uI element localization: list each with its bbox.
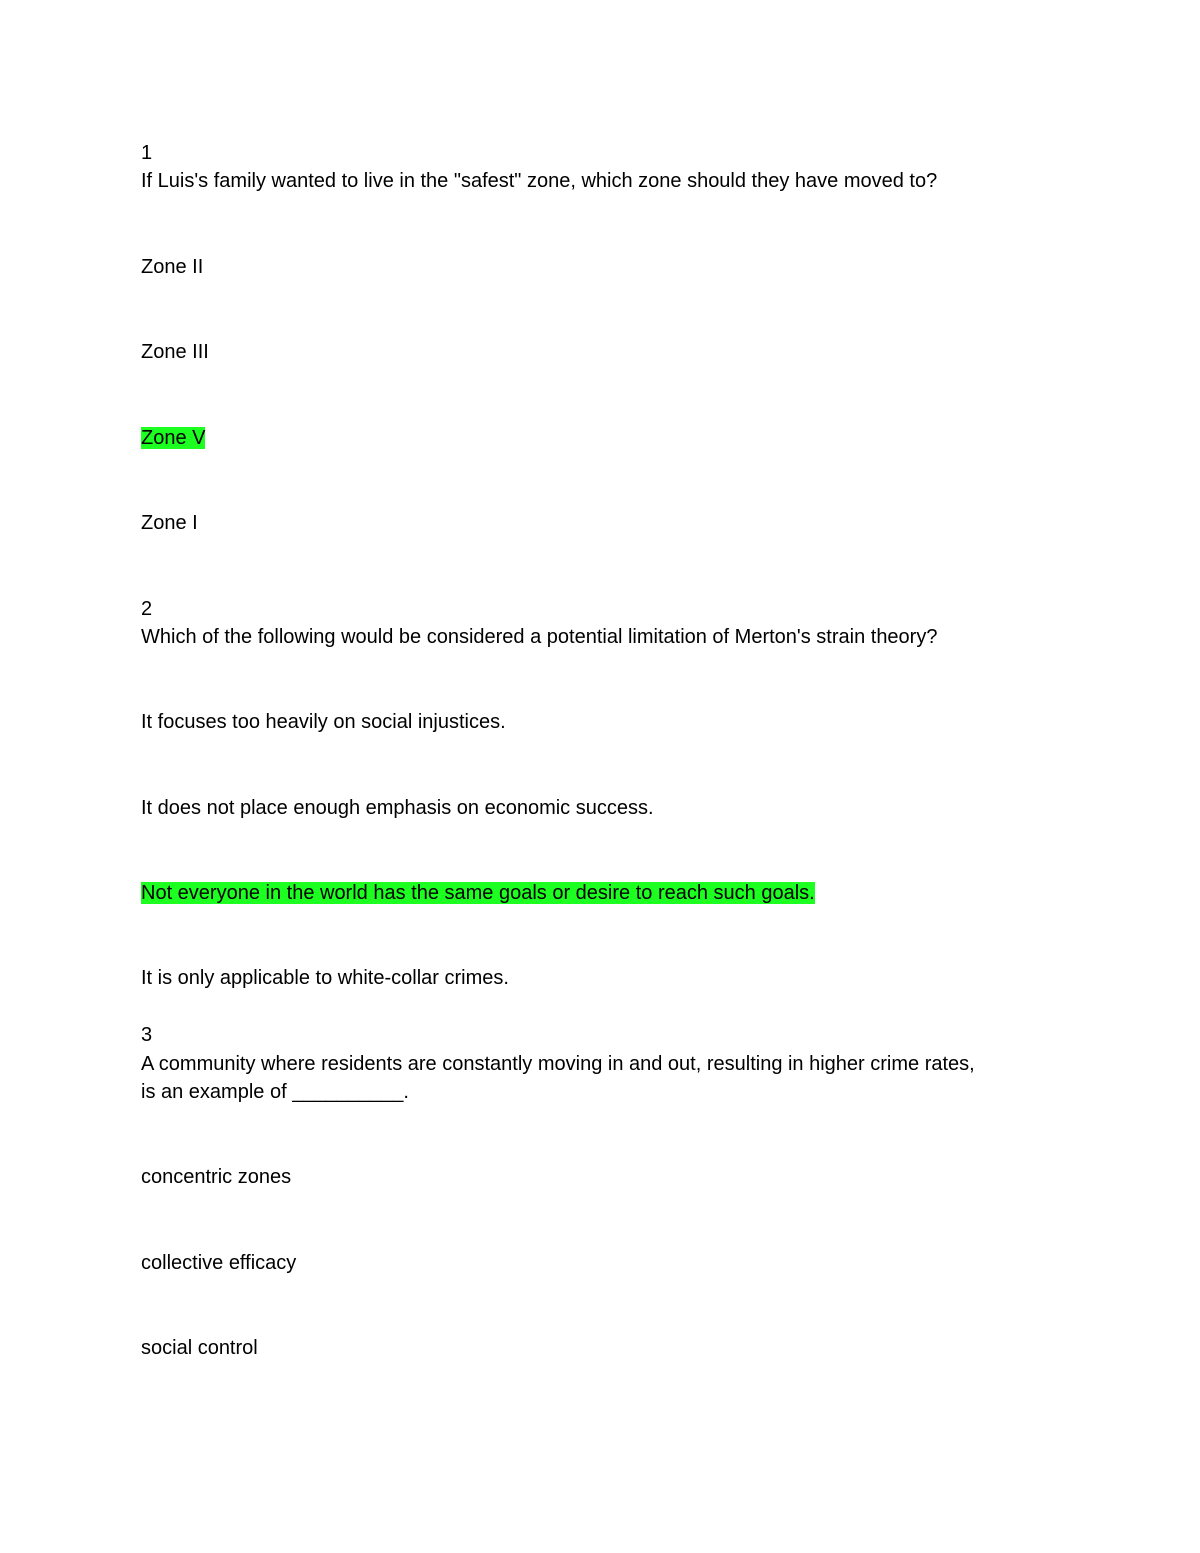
answer-option: Zone III xyxy=(141,341,209,363)
highlighted-answer: Zone V xyxy=(141,427,206,449)
answer-option: It focuses too heavily on social injustices. xyxy=(141,711,506,733)
answer-option: It does not place enough emphasis on economic success. xyxy=(141,797,654,819)
answer-option: collective efficacy xyxy=(141,1252,297,1274)
question-prompt: Which of the following would be considered a potential limitation of Merton's strain theory? xyxy=(141,626,938,648)
question-prompt: A community where residents are constantly moving in and out, resulting in higher crime rates, xyxy=(141,1053,975,1075)
answer-option-highlighted xyxy=(141,879,815,907)
question-number: 3 xyxy=(141,1024,153,1046)
answer-option: It is only applicable to white-collar crimes. xyxy=(141,967,509,989)
question-number: 2 xyxy=(141,598,153,620)
question-number: 1 xyxy=(141,142,153,164)
question-prompt: If Luis's family wanted to live in the "safest" zone, which zone should they have moved to? xyxy=(141,170,938,192)
answer-option: Zone II xyxy=(141,256,204,278)
highlighted-answer: Not everyone in the world has the same goals or desire to reach such goals. xyxy=(141,882,815,904)
answer-option: Zone I xyxy=(141,512,198,534)
question-prompt-continued: is an example of __________. xyxy=(141,1081,409,1103)
answer-option-highlighted xyxy=(141,424,205,452)
answer-option: social control xyxy=(141,1337,258,1359)
answer-option: concentric zones xyxy=(141,1166,292,1188)
